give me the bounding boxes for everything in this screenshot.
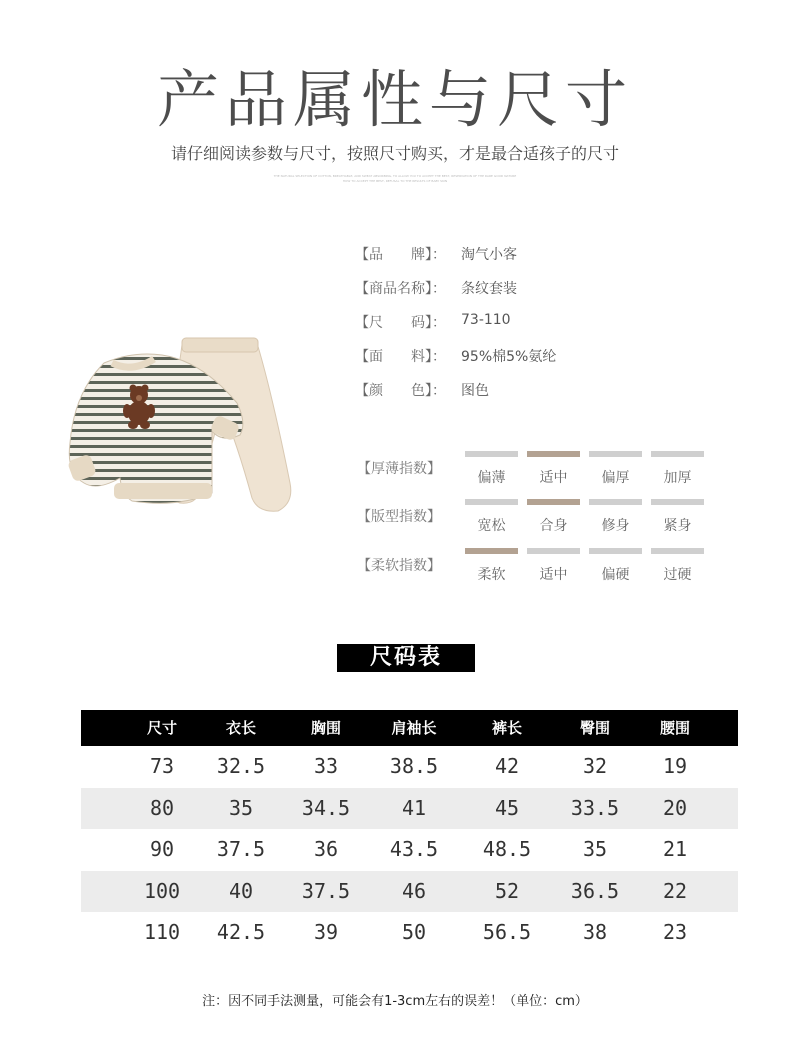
attr-label: 【品 牌】： [355,247,446,263]
index-bar [651,451,704,457]
index-label: 【版型指数】 [357,509,441,525]
table-cell: 35 [582,837,608,861]
fine-print-line: HOW TO ACCEPT THE BEST, REFUSAL TO THE RESULTS OF BABY SKIN [342,179,448,183]
attr-value: 条纹套装 [461,281,517,297]
index-option-label: 偏薄 [477,470,506,486]
table-cell: 42.5 [216,920,266,944]
index-option-label: 过硬 [663,567,692,583]
table-cell: 110 [143,920,181,944]
index-option-label: 适中 [539,470,568,486]
size-table [81,710,738,954]
table-cell: 41 [401,795,427,820]
column-header: 腰围 [659,719,690,737]
index-option [651,499,704,535]
attr-row-fabric [355,346,556,380]
attr-row-color [355,380,556,414]
measurement-note: 注：因不同手法测量，可能会有1-3cm左右的误差！（单位：cm） [202,994,588,1009]
attribute-list [355,244,556,414]
index-option-label: 加厚 [663,470,692,486]
table-cell: 100 [143,878,181,903]
table-cell: 38.5 [389,754,439,778]
index-bar [589,499,642,505]
table-cell: 22 [662,878,688,903]
table-header-row [81,710,738,746]
index-option-label: 修身 [601,518,630,534]
index-option [589,499,642,535]
table-cell: 33.5 [570,795,620,820]
table-cell: 52 [494,878,520,903]
page-subtitle: 请仔细阅读参数与尺寸，按照尺寸购买，才是最合适孩子的尺寸 [170,144,619,163]
table-cell: 80 [149,795,175,820]
index-bar [651,499,704,505]
index-label: 【柔软指数】 [357,558,441,574]
table-cell: 34.5 [301,795,351,820]
attr-label: 【商品名称】： [355,281,446,297]
attr-value: 淘气小客 [461,247,517,263]
attr-row-product-name [355,278,556,312]
table-cell: 33 [313,754,339,778]
index-option-label: 柔软 [477,567,506,583]
table-cell: 73 [149,754,175,778]
table-cell: 32 [582,754,608,778]
attr-label: 【尺 码】： [355,315,446,331]
index-option [589,451,642,487]
table-cell: 39 [313,920,339,944]
index-option [465,548,518,584]
index-bar [465,548,518,554]
index-option-label: 适中 [539,567,568,583]
attr-row-size [355,312,556,346]
index-option [651,548,704,584]
table-cell: 23 [662,920,688,944]
index-option [465,451,518,487]
table-cell: 36 [313,837,339,861]
column-header: 臀围 [579,719,610,737]
page-title: 产品属性与尺寸 [156,63,633,136]
index-bar [651,548,704,554]
table-cell: 43.5 [389,837,439,861]
attr-label: 【面 料】： [355,349,446,365]
fine-print-line: THE NATURAL SELECTION OF COTTON, BREATHABLE, AND SWEAT ABSORBING, TO ALLOW YOU TO ACCEPT THE BEST, RESERVATION OF THE RARE GOOD NATURE [273,174,517,178]
index-option-label: 宽松 [477,518,506,534]
table-cell: 38 [582,920,608,944]
index-bar [589,548,642,554]
attr-row-brand [355,244,556,278]
column-header: 衣长 [225,719,256,737]
attr-label: 【颜 色】： [355,383,446,399]
index-option-label: 偏硬 [601,567,630,583]
index-bar [527,451,580,457]
table-cell: 48.5 [482,837,532,861]
index-option-label: 合身 [539,518,568,534]
table-cell: 35 [228,795,254,820]
index-option [527,499,580,535]
table-row [81,912,738,954]
table-cell: 46 [401,878,427,903]
size-chart-heading: 尺码表 [337,644,475,672]
column-header: 肩袖长 [391,719,437,737]
table-row [81,829,738,871]
index-option [651,451,704,487]
index-bar [465,499,518,505]
fine-print [195,174,595,184]
table-cell: 37.5 [216,837,266,861]
table-cell: 36.5 [570,878,620,903]
attr-value: 95%棉5%氨纶 [461,349,557,365]
table-cell: 37.5 [301,878,351,903]
table-cell: 42 [494,754,520,778]
column-header: 胸围 [310,719,341,737]
index-option-label: 紧身 [663,518,692,534]
table-row [81,746,738,788]
index-bar [527,548,580,554]
index-bar [589,451,642,457]
table-row [81,871,738,913]
attr-value: 图色 [461,383,489,399]
table-cell: 19 [662,754,688,778]
column-header: 裤长 [491,719,522,737]
table-row [81,788,738,830]
index-bar [527,499,580,505]
index-option [527,548,580,584]
attr-value: 73-110 [461,312,511,328]
index-option [589,548,642,584]
index-label: 【厚薄指数】 [357,461,441,477]
index-option [527,451,580,487]
table-cell: 40 [228,878,254,903]
table-cell: 90 [149,837,175,861]
table-cell: 56.5 [482,920,532,944]
table-cell: 20 [662,795,688,820]
table-cell: 50 [401,920,427,944]
index-option-label: 偏厚 [601,470,630,486]
table-cell: 45 [494,795,520,820]
table-cell: 21 [662,837,688,861]
table-cell: 32.5 [216,754,266,778]
index-option [465,499,518,535]
product-image [62,333,302,523]
column-header: 尺寸 [146,719,177,737]
index-bar [465,451,518,457]
